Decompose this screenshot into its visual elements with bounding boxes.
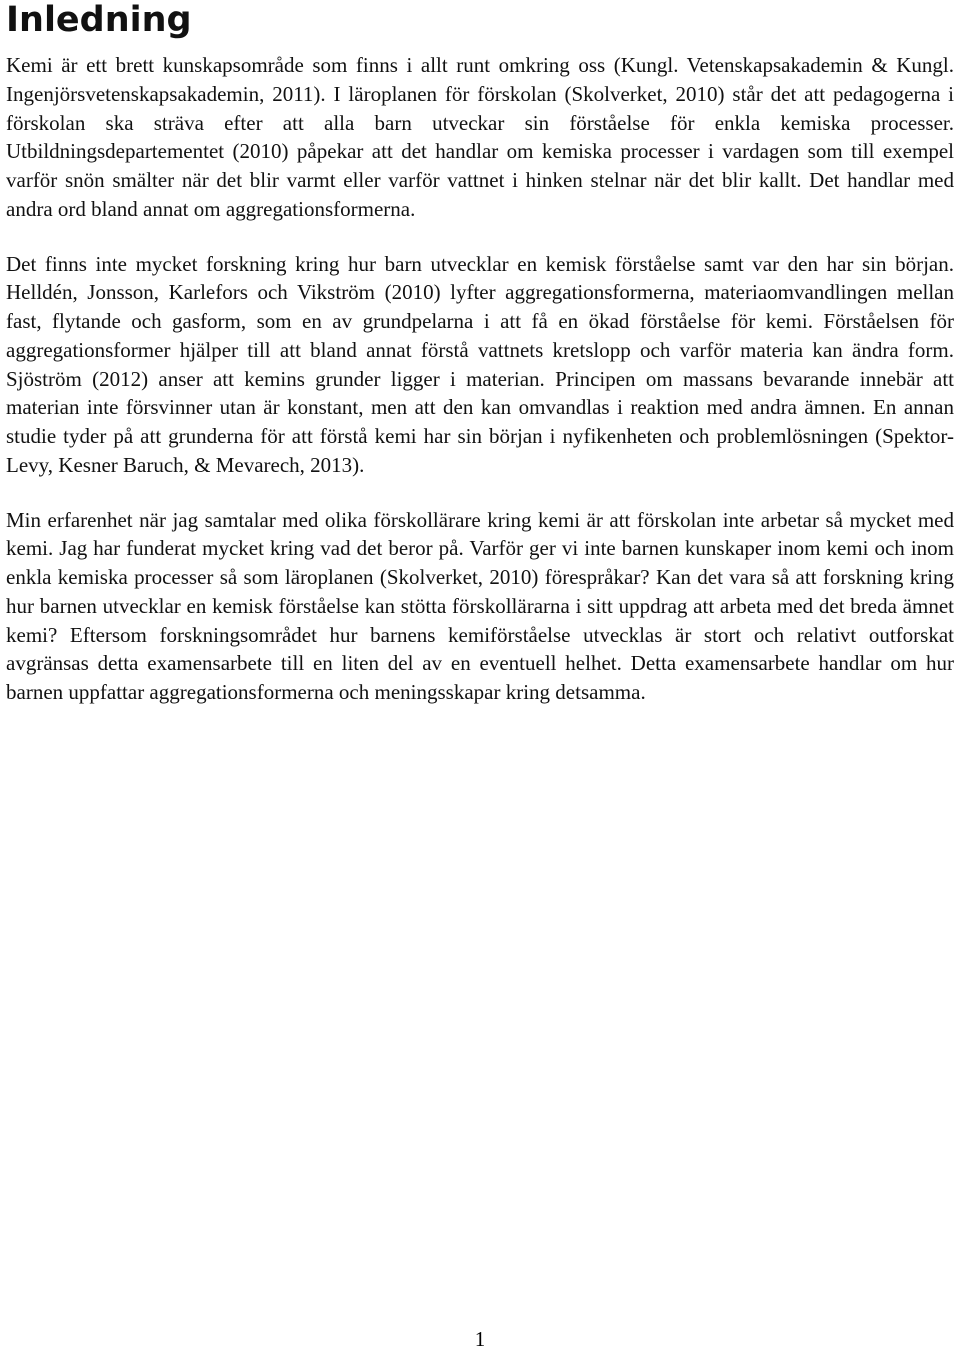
paragraph-2: Det finns inte mycket forskning kring hur barn utvecklar en kemisk förståelse samt var den har sin början. Helldén, Jonsson, Karlefors och Vikström (2010) lyfter aggregationsformerna, materiaomvandlingen mellan fast, flytande och gasform, som en av grundpelarna i att få en ökad förståelse för kemi. Förståelsen för aggregationsformer hjälper till att bland annat förstå vattnets kretslopp och varför materia kan ändra form. Sjöström (2012) anser att kemins grunder ligger i materian. Principen om massans bevarande innebär att materian inte försvinner utan är konstant, men att den kan omvandlas i reaktion med andra ämnen. En annan studie tyder på att grunderna för att förstå kemi har sin början i nyfikenheten och problemlösningen (Spektor-Levy, Kesner Baruch, & Mevarech, 2013).	[6, 251, 954, 477]
section-heading: Inledning	[6, 0, 192, 40]
page-number: 1	[474, 1327, 486, 1351]
paragraph-3: Min erfarenhet när jag samtalar med olika förskollärare kring kemi är att förskolan inte arbetar så mycket med kemi. Jag har funderat mycket kring vad det beror på. Varför ger vi inte barnen kunskaper inom kemi och inom enkla kemiska processer så som läroplanen (Skolverket, 2010) förespråkar? Kan det vara så att forskning kring hur barnen utvecklar en kemisk förståelse kan stötta förskollärarna i sitt uppdrag att arbeta med det breda ämnet kemi? Eftersom forskningsområdet hur barnens kemiförståelse utvecklas är stort och relativt outforskat avgränsas detta examensarbete till en liten del av en eventuell helhet. Detta examensarbete handlar om hur barnen uppfattar aggregationsformerna och meningsskapar kring detsamma.	[6, 507, 954, 704]
paragraph-1: Kemi är ett brett kunskapsområde som finns i allt runt omkring oss (Kungl. Vetenskapsakademin & Kungl. Ingenjörsvetenskapsakademin, 2011). I läroplanen för förskolan (Skolverket, 2010) står det att pedagogerna i förskolan ska sträva efter att alla barn utveckar sin förståelse för enkla kemiska processer. Utbildningsdepartementet (2010) påpekar att det handlar om kemiska processer i vardagen som till exempel varför snön smälter när det blir varmt eller varför vattnet i hinken stelnar när det blir kallt. Det handlar med andra ord bland annat om aggregationsformerna.	[6, 53, 954, 221]
